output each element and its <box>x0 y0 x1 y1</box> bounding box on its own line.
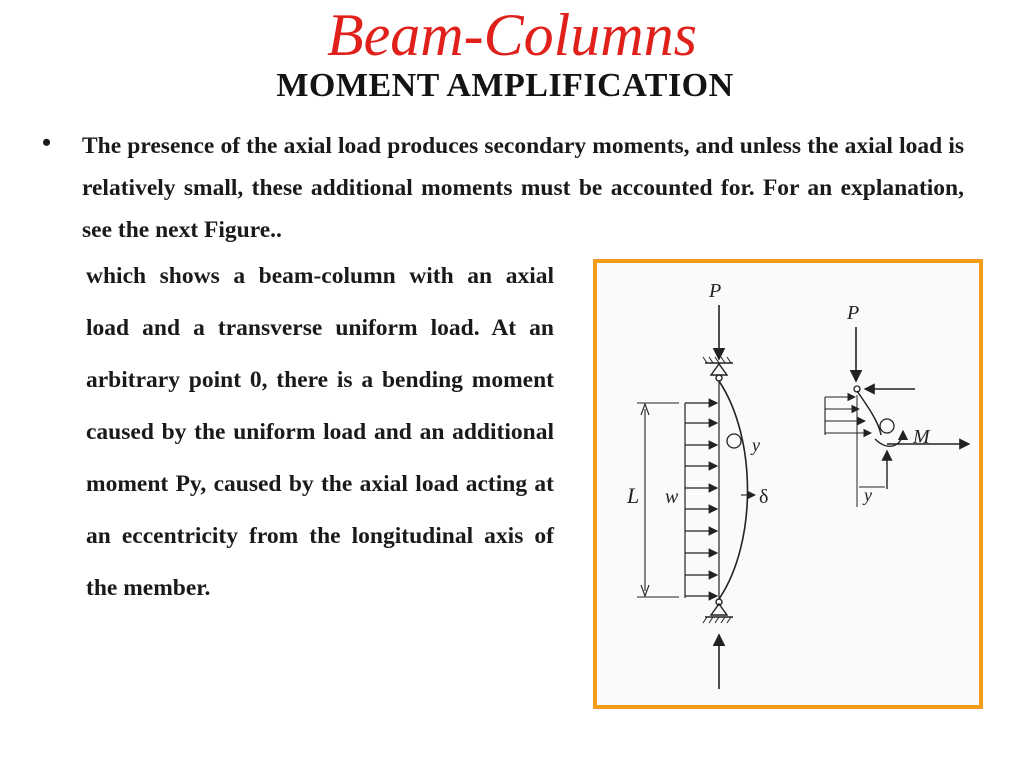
label-moment: M <box>913 426 930 448</box>
slide-title: Beam-Columns <box>327 2 697 68</box>
beam-column-figure <box>593 259 983 709</box>
label-p-top: P <box>709 280 722 302</box>
label-delta: δ <box>759 486 769 508</box>
deflected-shape <box>719 381 748 599</box>
uniform-load-arrows <box>685 403 717 598</box>
bullet-marker: • <box>42 128 52 157</box>
slide-subtitle: MOMENT AMPLIFICATION <box>276 67 734 104</box>
point-o-right <box>880 419 894 433</box>
point-o-left <box>727 434 741 448</box>
label-length: L <box>627 483 640 508</box>
label-p-right: P <box>847 302 860 324</box>
label-y-left: y <box>752 435 760 455</box>
cut-segment <box>857 391 881 435</box>
top-pin-support <box>703 357 733 381</box>
beam-column-diagram <box>597 263 979 705</box>
label-load: w <box>665 486 679 508</box>
free-body-load-arrows <box>825 397 871 435</box>
label-y-right: y <box>864 485 872 505</box>
bullet-paragraph: The presence of the axial load produces secondary moments, and unless the axial load is relatively small, these additional moments must be accounted for. For an explanation, see the next Figure.. <box>82 133 964 243</box>
bottom-pin-support <box>703 599 733 623</box>
body-paragraph: which shows a beam-column with an axial load and a transverse uniform load. At an arbitrary point 0, there is a bending moment caused by the uniform load and an additional moment Py, caused by the axial load acting at an eccentricity from the longitudinal axis of the member. <box>86 263 554 601</box>
